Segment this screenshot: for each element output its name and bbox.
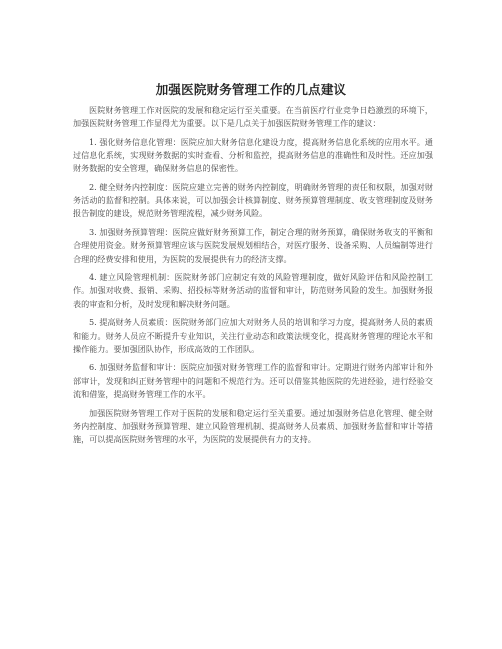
conclusion-paragraph: 加强医院财务管理工作对于医院的发展和稳定运行至关重要。通过加强财务信息化管理、健全财务内控制度、加强财务预算管理、建立风险管理机制、提高财务人员素质、加强财务监督和审计等措施，可以提高医院财务管理的水平，为医院的发展提供有力的支持。	[73, 407, 433, 444]
paragraph-6-supervision-audit: 6. 加强财务监督和审计：医院应加强对财务管理工作的监督和审计。定期进行财务内部审计和外部审计，发现和纠正财务管理中的问题和不规范行为。还可以借鉴其他医院的先进经验，进行经验交流和借鉴，提高财务管理工作的水平。	[73, 362, 433, 399]
paragraph-4-risk-management: 4. 建立风险管理机制：医院财务部门应制定有效的风险管理制度，做好风险评估和风险控制工作。加强对收费、报销、采购、招投标等财务活动的监督和审计，防范财务风险的发生。加强财务报表的审查和分析，及时发现和解决财务问题。	[73, 272, 433, 309]
document-body	[73, 104, 433, 452]
intro-paragraph: 医院财务管理工作对医院的发展和稳定运行至关重要。在当前医疗行业竞争日趋激烈的环境下，加强医院财务管理工作显得尤为重要。以下是几点关于加强医院财务管理工作的建议：	[73, 105, 433, 129]
document-title: 加强医院财务管理工作的几点建议	[155, 82, 347, 97]
paragraph-5-staff-quality: 5. 提高财务人员素质：医院财务部门应加大对财务人员的培训和学习力度，提高财务人员的素质和能力。财务人员应不断提升专业知识，关注行业动态和政策法规变化，提高财务管理的理论水平和操作能力。要加强团队协作，形成高效的工作团队。	[73, 317, 433, 354]
paragraph-1-information-management: 1. 强化财务信息化管理：医院应加大财务信息化建设力度，提高财务信息化系统的应用水平。通过信息化系统，实现财务数据的实时查看、分析和监控，提高财务信息的准确性和及时性。还应加强财务数据的安全管理，确保财务信息的保密性。	[73, 136, 433, 174]
paragraph-2-internal-control: 2. 健全财务内控制度：医院应建立完善的财务内控制度，明确财务管理的责任和权限，加强对财务活动的监督和控制。具体来说，可以加强会计核算制度、财务预算管理制度、收支管理制度及财务报告制度的建设，规范财务管理流程，减少财务风险。	[73, 182, 433, 219]
paragraph-3-budget-management: 3. 加强财务预算管理：医院应做好财务预算工作，制定合理的财务预算，确保财务收支的平衡和合理使用资金。财务预算管理应该与医院发展规划相结合，对医疗服务、设备采购、人员编制等进行合理的经费安排和使用，为医院的发展提供有力的经济支撑。	[73, 227, 433, 264]
